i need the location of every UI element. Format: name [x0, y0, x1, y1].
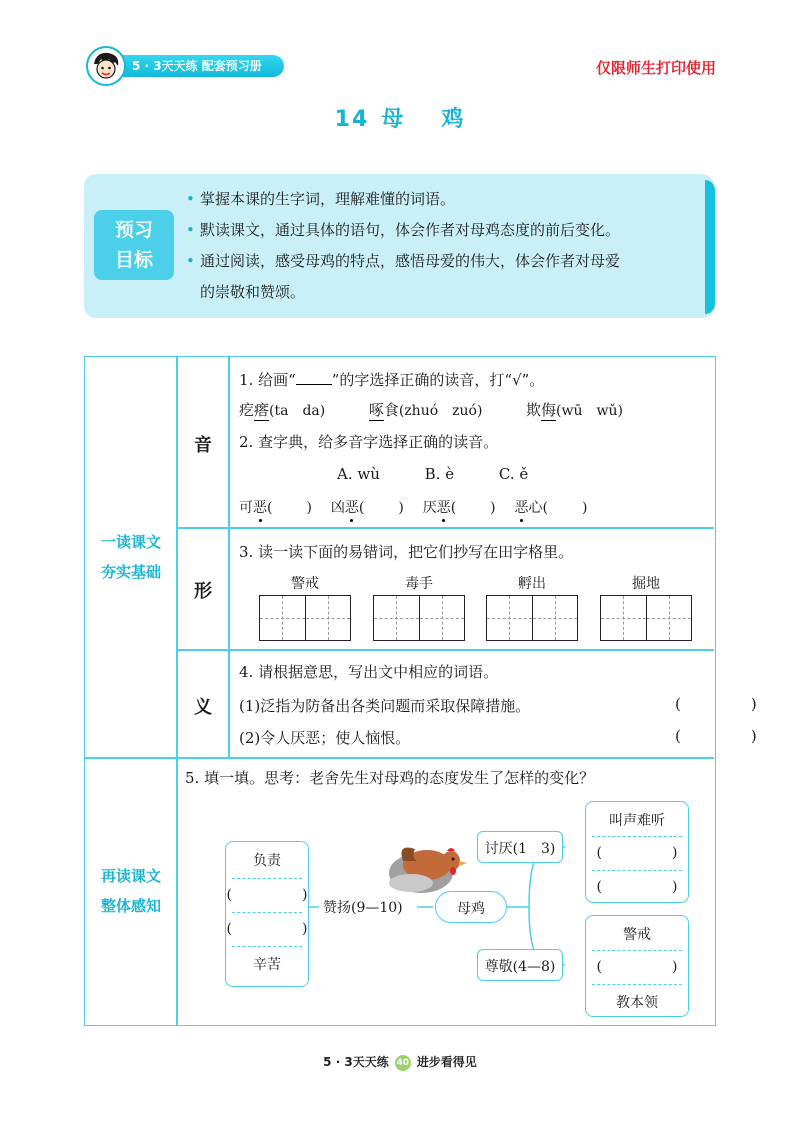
goals-list — [184, 184, 704, 308]
trait-label: 负责 — [253, 853, 281, 869]
trait-blank[interactable]: ( ) — [226, 887, 308, 903]
meaning-question — [239, 661, 757, 751]
tianzige-grid[interactable] — [373, 595, 465, 641]
q4-item-1: (1)泛指为防备出各类问题而采取保障措施。 — [239, 697, 531, 715]
tianzige-row — [239, 573, 709, 643]
q1-item-1[interactable]: 疙瘩(ta da) — [239, 401, 326, 419]
section-label-read2: 再读课文 整体感知 — [100, 867, 161, 915]
trait-blank[interactable]: ( ) — [596, 959, 678, 975]
q2-words — [239, 497, 587, 517]
tianzige-group — [486, 573, 578, 641]
bullet-icon: • — [186, 221, 195, 239]
category-form: 形 — [194, 581, 212, 602]
tianzige-group — [600, 573, 692, 641]
tianzige-grid[interactable] — [600, 595, 692, 641]
q4-answer-2[interactable]: ( ) — [675, 727, 757, 745]
goal-item: • 掌握本课的生字词，理解难懂的词语。 — [184, 184, 704, 215]
tianzige-word: 警戒 — [291, 576, 319, 592]
goal-item: • 通过阅读，感受母鸡的特点，感悟母爱的伟大，体会作者对母爱 — [184, 246, 704, 277]
traits-box-praise — [225, 841, 309, 987]
copy-words-question — [239, 541, 709, 641]
q5-prompt: 5. 填一填。思考：老舍先生对母鸡的态度发生了怎样的变化？ — [185, 769, 595, 787]
print-notice: 仅限师生打印使用 — [595, 59, 716, 77]
traits-box-respect — [585, 915, 689, 1017]
brand-name: 5 · 3天天练 配套预习册 — [108, 55, 284, 77]
page-number: 40 — [395, 1055, 411, 1071]
preview-goals — [84, 174, 714, 318]
q4-answer-1[interactable]: ( ) — [675, 695, 757, 713]
tianzige-word: 毒手 — [405, 576, 433, 592]
section-label-read1: 一读课文 夯实基础 — [100, 533, 161, 581]
trait-label: 警戒 — [623, 927, 651, 943]
q2-word-2[interactable]: 凶恶( ) — [330, 500, 404, 516]
q4-item-2: (2)令人厌恶；使人恼恨。 — [239, 729, 411, 747]
goal-item: • 默读课文，通过具体的语句，体会作者对母鸡态度的前后变化。 — [184, 215, 704, 246]
goal-item: 的崇敬和赞颂。 — [200, 283, 306, 301]
category-sound: 音 — [194, 435, 212, 456]
q2-word-1[interactable]: 可恶( ) — [239, 500, 312, 516]
q1-items — [239, 399, 623, 421]
q2-prompt: 2. 查字典，给多音字选择正确的读音。 — [239, 433, 499, 451]
traits-box-dislike — [585, 801, 689, 903]
trait-label: 教本领 — [616, 995, 658, 1011]
branch-dislike: 讨厌(1 3) — [477, 831, 563, 863]
praise-label: 赞扬(9—10) — [323, 900, 403, 916]
q3-prompt: 3. 读一读下面的易错词，把它们抄写在田字格里。 — [239, 543, 574, 561]
goals-edge-decoration — [705, 180, 715, 314]
q1-prompt: 1. 给画“ ”的字选择正确的读音，打“√”。 — [239, 371, 545, 389]
tianzige-group — [259, 573, 351, 641]
bullet-icon: • — [186, 252, 195, 270]
lesson-title: 14 母 鸡 — [334, 107, 466, 132]
pronunciation-questions — [239, 369, 709, 529]
trait-blank[interactable]: ( ) — [596, 845, 678, 861]
branch-respect: 尊敬(4—8) — [477, 949, 563, 981]
page-footer: 5 · 3天天练 40 进步看得见 — [323, 1055, 477, 1069]
tianzige-word: 孵出 — [518, 576, 546, 592]
trait-label: 辛苦 — [253, 957, 281, 973]
center-node-hen: 母鸡 — [435, 891, 507, 923]
tianzige-group — [373, 573, 465, 641]
q1-item-2[interactable]: 啄食(zhuó zuó) — [368, 401, 483, 419]
tianzige-grid[interactable] — [259, 595, 351, 641]
tianzige-word: 掘地 — [632, 576, 660, 592]
goals-badge: 预习 目标 — [94, 210, 174, 280]
q1-item-3[interactable]: 欺侮(wū wǔ) — [526, 401, 623, 419]
q4-prompt: 4. 请根据意思，写出文中相应的词语。 — [239, 663, 499, 681]
trait-label: 叫声难听 — [609, 813, 665, 829]
divider — [176, 649, 714, 651]
tianzige-grid[interactable] — [486, 595, 578, 641]
q2-word-3[interactable]: 厌恶( ) — [422, 500, 496, 516]
exercise-table — [84, 356, 757, 1026]
q2-word-4[interactable]: 恶心( ) — [514, 500, 588, 516]
mascot-icon — [86, 46, 126, 86]
trait-blank[interactable]: ( ) — [596, 879, 678, 895]
trait-blank[interactable]: ( ) — [226, 921, 308, 937]
q2-options: A. wù B. è C. ě — [337, 465, 529, 483]
bullet-icon: • — [186, 190, 195, 208]
category-meaning: 义 — [194, 697, 212, 718]
